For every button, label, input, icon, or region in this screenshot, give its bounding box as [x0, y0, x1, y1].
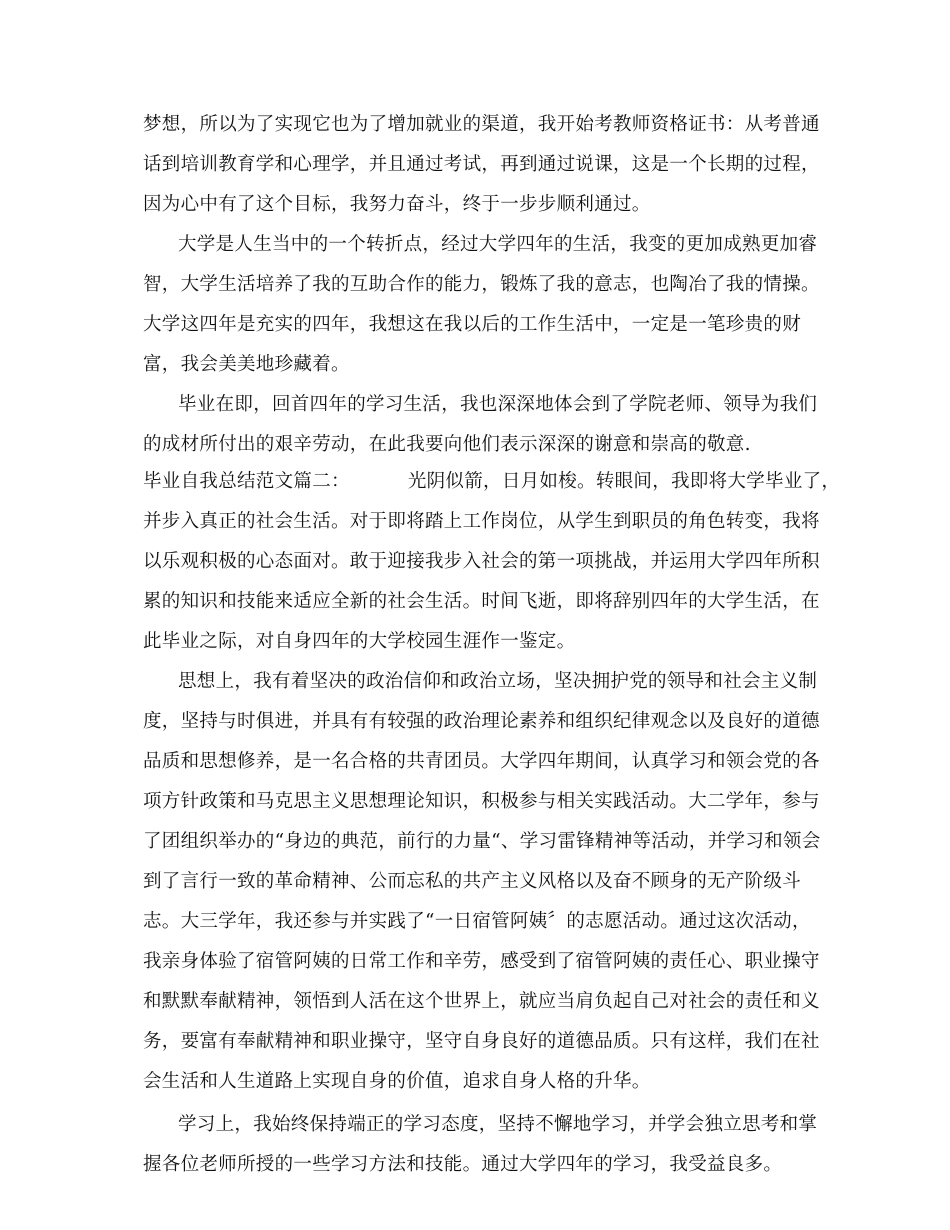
text-line: 我亲身体验了宿管阿姨的日常工作和辛劳，感受到了宿管阿姨的责任心、职业操守 — [143, 951, 820, 972]
paragraph-first-line: 大学是人生当中的一个转折点，经过大学四年的生活，我变的更加成熟更加睿 — [178, 234, 818, 255]
text-line: 富，我会美美地珍藏着。 — [143, 354, 350, 375]
text-line: 此毕业之际，对自身四年的大学校园生涯作一鉴定。 — [143, 631, 576, 652]
text-line: 到了言行一致的革命精神、公而忘私的共产主义风格以及奋不顾身的无产阶级斗 — [143, 871, 802, 892]
text-line: 和默默奉献精神，领悟到人活在这个世界上，就应当肩负起自己对社会的责任和义 — [143, 991, 820, 1012]
text-line: 度，坚持与时俱进，并具有有较强的政治理论素养和组织纪律观念以及良好的道德 — [143, 711, 820, 732]
paragraph-first-line: 思想上，我有着坚决的政治信仰和政治立场，坚决拥护党的领导和社会主义制 — [178, 671, 818, 692]
text-line: 了团组织举办的“身边的典范，前行的力量“、学习雷锋精神等活动，并学习和领会 — [143, 831, 821, 852]
section-heading-line — [143, 470, 840, 494]
text-line: 务，要富有奉献精神和职业操守，坚守自身良好的道德品质。只有这样，我们在社 — [143, 1031, 820, 1052]
paragraph-first-line: 毕业在即，回首四年的学习生活，我也深深地体会到了学院老师、领导为我们 — [178, 394, 818, 415]
text-line: 握各位老师所授的一些学习方法和技能。通过大学四年的学习，我受益良多。 — [143, 1154, 783, 1175]
paragraph-first-line: 学习上，我始终保持端正的学习态度，坚持不懈地学习，并学会独立思考和掌 — [178, 1114, 818, 1135]
text-line: 志。大三学年，我还参与并实践了“一日宿管阿姨〞的志愿活动。通过这次活动， — [143, 911, 811, 932]
text-line: 的成材所付出的艰辛劳动，在此我要向他们表示深深的谢意和崇高的敬意. — [143, 434, 751, 455]
text-line: 并步入真正的社会生活。对于即将踏上工作岗位，从学生到职员的角色转变，我将 — [143, 511, 820, 532]
text-line: 因为心中有了这个目标，我努力奋斗，终于一步步顺利通过。 — [143, 194, 651, 215]
text-line: 梦想，所以为了实现它也为了增加就业的渠道，我开始考教师资格证书：从考普通 — [143, 114, 820, 135]
text-line: 会生活和人生道路上实现自身的价值，追求自身人格的升华。 — [143, 1071, 651, 1092]
section-heading: 毕业自我总结范文篇二： — [143, 471, 350, 492]
text-line: 以乐观积极的心态面对。敢于迎接我步入社会的第一项挑战，并运用大学四年所积 — [143, 551, 820, 572]
text-line: 累的知识和技能来适应全新的社会生活。时间飞逝，即将辞别四年的大学生活，在 — [143, 591, 820, 612]
section-opening-text: 光阴似箭，日月如梭。转眼间，我即将大学毕业了， — [407, 471, 841, 492]
text-line: 话到培训教育学和心理学，并且通过考试，再到通过说课，这是一个长期的过程， — [143, 154, 820, 175]
text-line: 智，大学生活培养了我的互助合作的能力，锻炼了我的意志，也陶冶了我的情操。 — [143, 274, 820, 295]
text-line: 项方针政策和马克思主义思想理论知识，积极参与相关实践活动。大二学年，参与 — [143, 791, 820, 812]
text-line: 品质和思想修养，是一名合格的共青团员。大学四年期间，认真学习和领会党的各 — [143, 751, 820, 772]
text-line: 大学这四年是充实的四年，我想这在我以后的工作生活中，一定是一笔珍贵的财 — [143, 314, 802, 335]
